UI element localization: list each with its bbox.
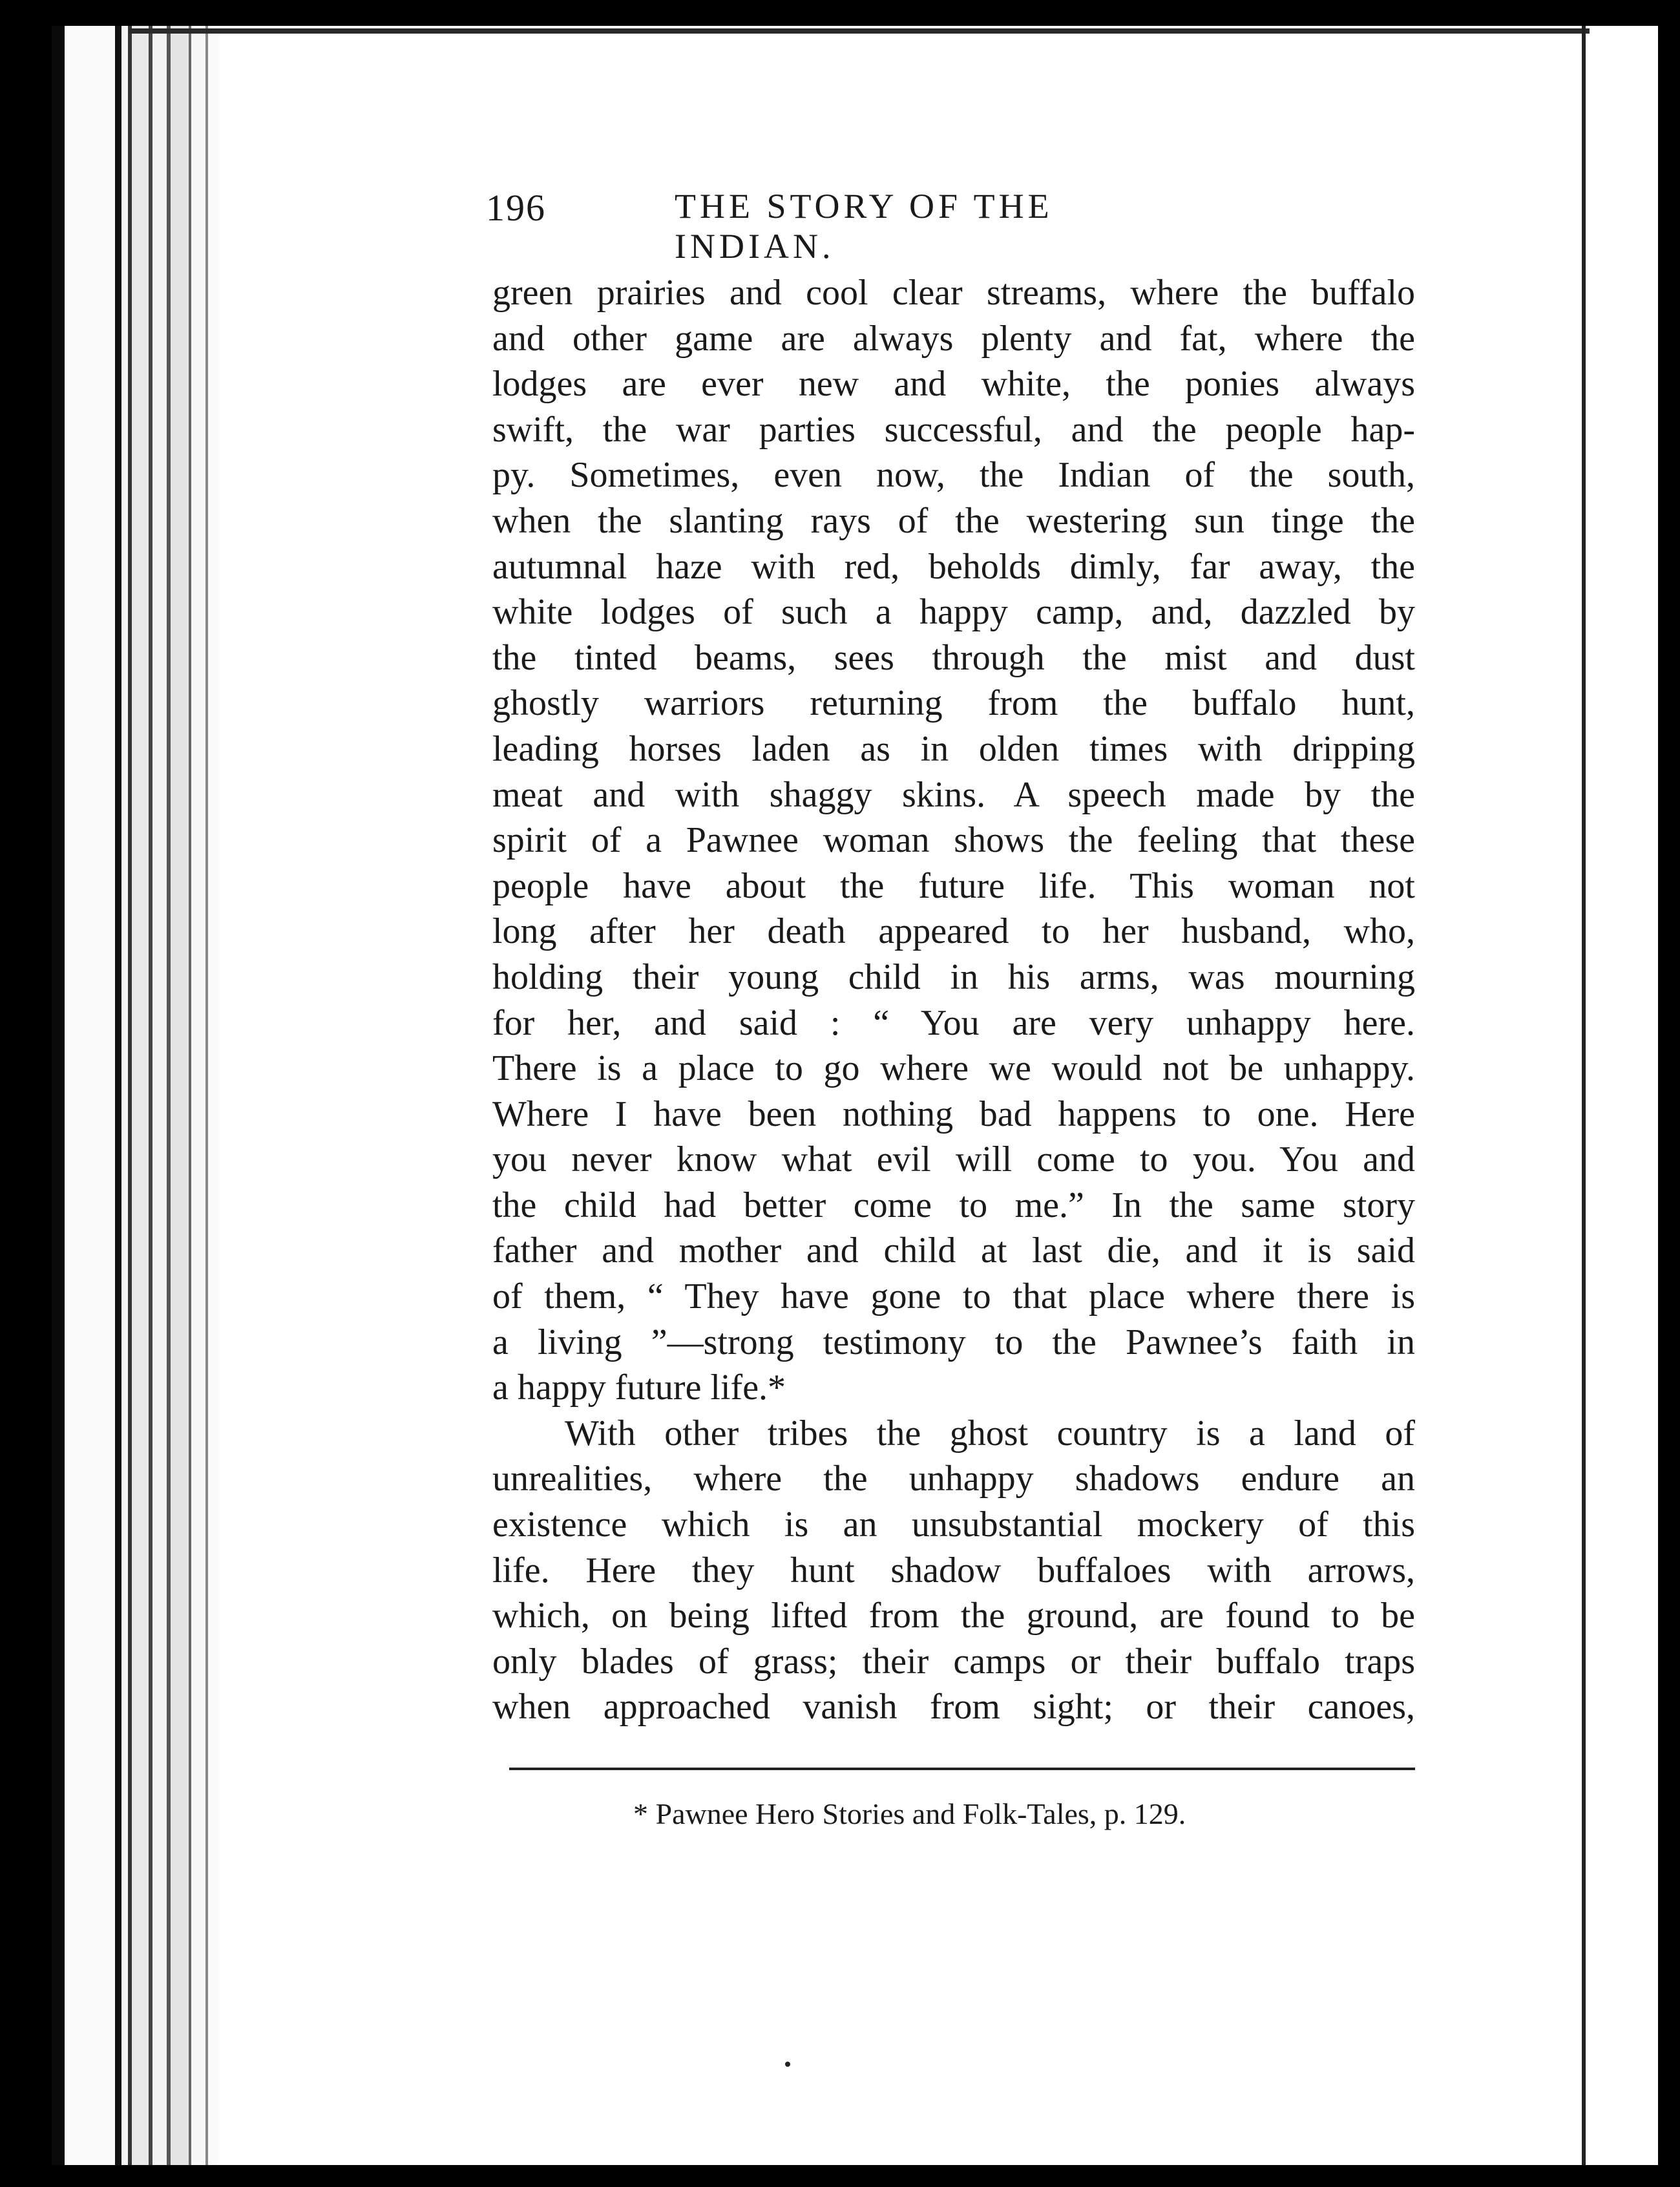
body-text (492, 270, 1415, 1730)
text-line: py. Sometimes, even now, the Indian of the south, (492, 455, 1415, 496)
text-line: meat and with shaggy skins. A speech made by the (492, 774, 1415, 815)
footnote: * Pawnee Hero Stories and Folk-Tales, p. 129. (633, 1797, 1186, 1830)
book-top-edge (129, 28, 1590, 34)
text-line: when approached vanish from sight; or their canoes, (492, 1687, 1415, 1727)
footnote-rule (509, 1768, 1415, 1770)
text-line: and other game are always plenty and fat, where the (492, 318, 1415, 359)
text-line: a living ”—strong testimony to the Pawnee’s faith in (492, 1322, 1415, 1362)
text-line: father and mother and child at last die, and it is said (492, 1231, 1415, 1271)
text-line: only blades of grass; their camps or their buffalo traps (492, 1641, 1415, 1682)
text-line: There is a place to go where we would not be unhappy. (492, 1048, 1415, 1089)
text-line: white lodges of such a happy camp, and, dazzled by (492, 592, 1415, 633)
text-line: swift, the war parties successful, and the people hap- (492, 409, 1415, 450)
text-line: long after her death appeared to her husband, who, (492, 911, 1415, 952)
text-line: holding their young child in his arms, was mourning (492, 956, 1415, 997)
scan-edge-left (0, 0, 52, 2187)
paragraph-end-line: a happy future life.* (492, 1368, 786, 1408)
scan-edge-right (1658, 0, 1680, 2187)
ink-speck (785, 2062, 790, 2067)
book-page-stack (52, 26, 220, 2165)
text-line: existence which is an unsubstantial mockery of this (492, 1505, 1415, 1545)
text-line: autumnal haze with red, beholds dimly, far away, the (492, 546, 1415, 587)
text-line: unrealities, where the unhappy shadows endure an (492, 1459, 1415, 1499)
text-line: Where I have been nothing bad happens to one. Here (492, 1094, 1415, 1134)
scan-edge-bottom (0, 2165, 1680, 2187)
text-line: life. Here they hunt shadow buffaloes with arrows, (492, 1550, 1415, 1590)
text-line: people have about the future life. This woman not (492, 865, 1415, 906)
text-line: spirit of a Pawnee woman shows the feeling that these (492, 820, 1415, 861)
text-line: ghostly warriors returning from the buffalo hunt, (492, 683, 1415, 724)
text-line: leading horses laden as in olden times with dripping (492, 728, 1415, 769)
text-line: the child had better come to me.” In the same story (492, 1185, 1415, 1225)
scan-edge-top (0, 0, 1680, 26)
text-line: green prairies and cool clear streams, where the buffalo (492, 273, 1415, 313)
text-line: when the slanting rays of the westering sun tinge the (492, 500, 1415, 541)
text-line: the tinted beams, sees through the mist and dust (492, 637, 1415, 678)
text-line: you never know what evil will come to you. You and (492, 1139, 1415, 1180)
text-line: which, on being lifted from the ground, are found to be (492, 1596, 1415, 1636)
page-number: 196 (486, 187, 546, 229)
text-line: of them, “ They have gone to that place where there is (492, 1276, 1415, 1317)
text-line: for her, and said : “ You are very unhappy here. (492, 1002, 1415, 1043)
running-head (486, 186, 1210, 266)
running-title: THE STORY OF THE INDIAN. (675, 187, 1053, 266)
book-gutter-line (1582, 26, 1586, 2165)
text-line: lodges are ever new and white, the ponies always (492, 364, 1415, 405)
paragraph-start-line: With other tribes the ghost country is a land of (565, 1413, 1415, 1453)
